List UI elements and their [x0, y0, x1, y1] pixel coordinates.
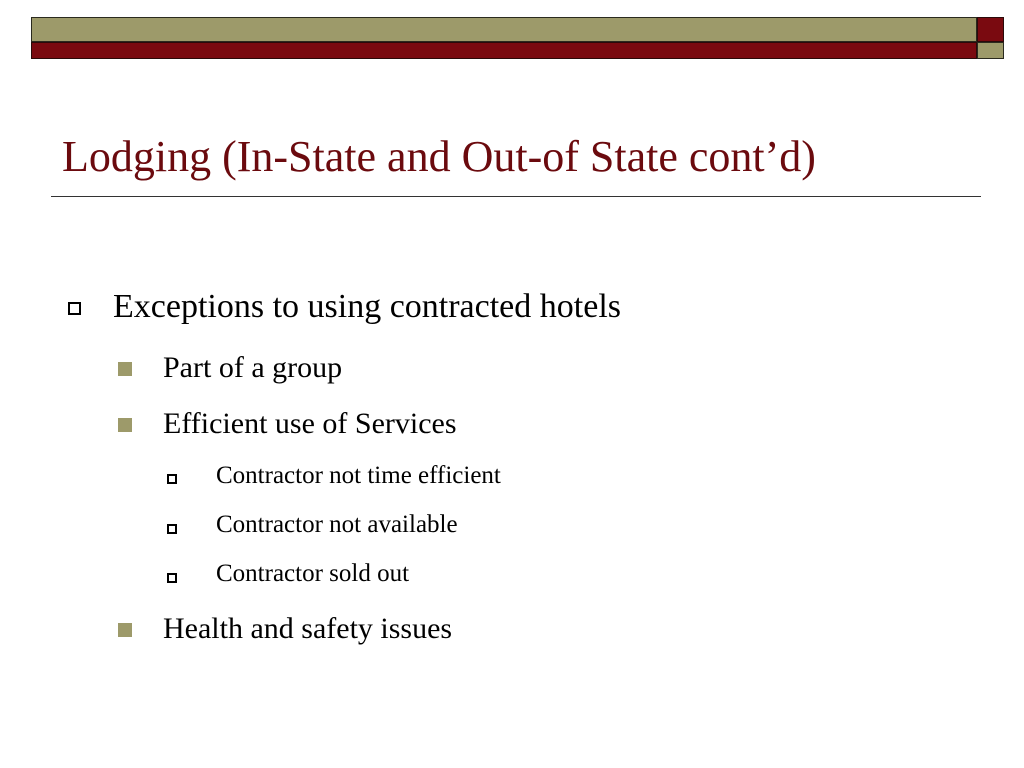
hollow-square-bullet-icon	[167, 573, 177, 583]
hollow-square-bullet-icon	[167, 524, 177, 534]
list-item: Health and safety issues	[163, 612, 453, 645]
list-item: Exceptions to using contracted hotels	[113, 288, 621, 325]
hollow-square-bullet-icon	[167, 474, 177, 484]
list-item: Efficient use of Services	[163, 407, 457, 440]
hollow-square-bullet-icon	[68, 302, 81, 315]
olive-square-bullet-icon	[118, 362, 132, 376]
olive-square-bullet-icon	[118, 623, 132, 637]
slide-title: Lodging (In-State and Out-of State cont’d)	[62, 132, 816, 181]
list-item: Contractor not time efficient	[216, 462, 501, 489]
list-item: Contractor not available	[216, 511, 458, 538]
list-item: Part of a group	[163, 351, 343, 384]
olive-square-bullet-icon	[118, 418, 132, 432]
list-item: Contractor sold out	[216, 560, 410, 587]
